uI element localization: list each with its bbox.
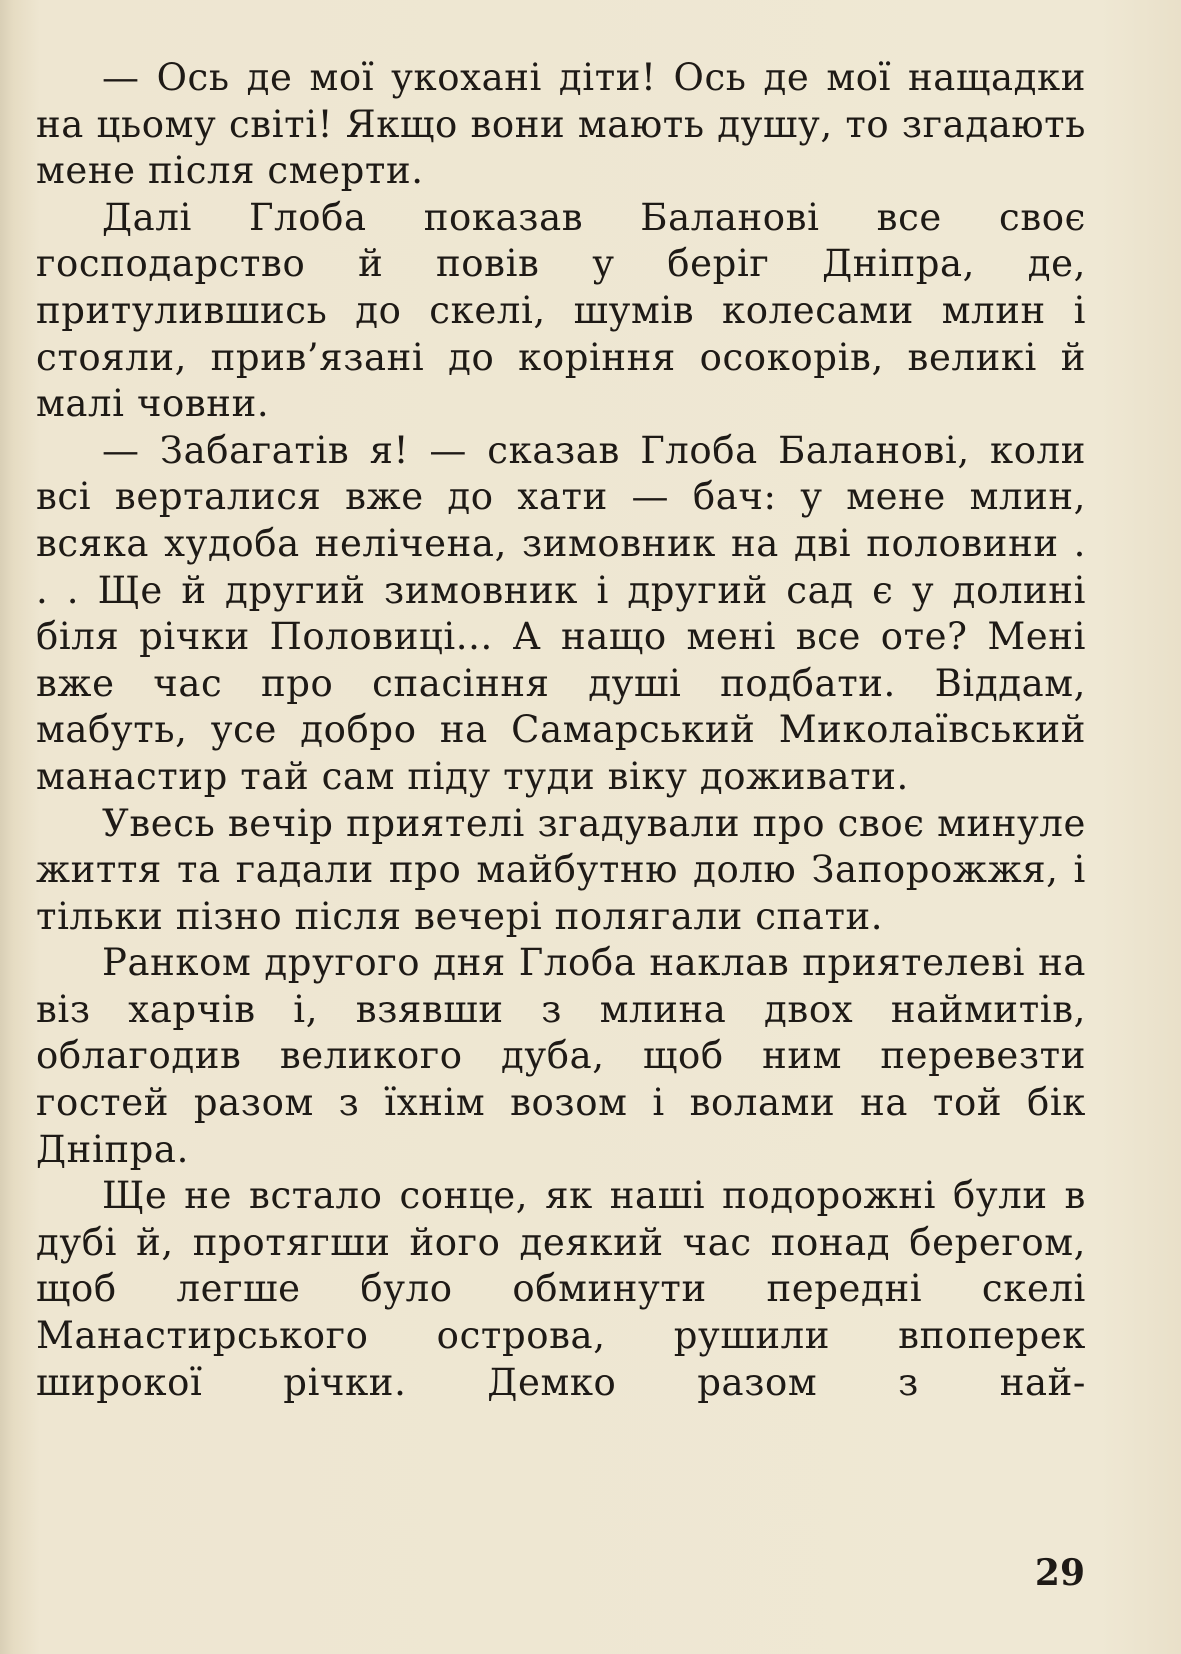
paragraph-5: Ранком другого дня Глоба наклав приятелеві на віз харчів і, взявши з млина двох наймитів, облагодив великого дуба, щоб ним перевезти гостей разом з їхнім возом і волами на той бік Дніпра.	[36, 941, 1086, 1171]
paragraph-6: Ще не встало сонце, як наші подорожні були в дубі й, протягши його деякий час понад берегом, щоб легше було обминути передні скелі Манастирського острова, рушили впоперек широкої річки. Демко разом з най-	[36, 1174, 1086, 1404]
paragraph-1: — Ось де мої укохані діти! Ось де мої нащадки на цьому світі! Якщо вони мають душу, то згадають мене після смерти.	[36, 56, 1086, 193]
paragraph-4: Увесь вечір приятелі згадували про своє минуле життя та гадали про майбутню долю Запорожжя, і тільки пізно після вечері полягали спати.	[36, 801, 1086, 938]
page-number: 29	[1034, 1552, 1085, 1594]
body-text	[36, 55, 1086, 1406]
paragraph-2: Далі Глоба показав Баланові все своє господарство й повів у беріг Дніпра, де, притулившись до скелі, шумів колесами млин і стояли, прив’язані до коріння осокорів, великі й малі човни.	[36, 195, 1086, 426]
paragraph-3: — Забагатів я! — сказав Глоба Баланові, коли всі верталися вже до хати — бач: у мене млин, всяка худоба нелічена, зимовник на дві половини . . . Ще й другий зимовник і другий сад є у долині біля річки Половиці... А нащо мені все оте? Мені вже час про спасіння душі подбати. Віддам, мабуть, усе добро на Самарський Миколаївський манастир тай сам піду туди віку доживати.	[36, 428, 1086, 798]
